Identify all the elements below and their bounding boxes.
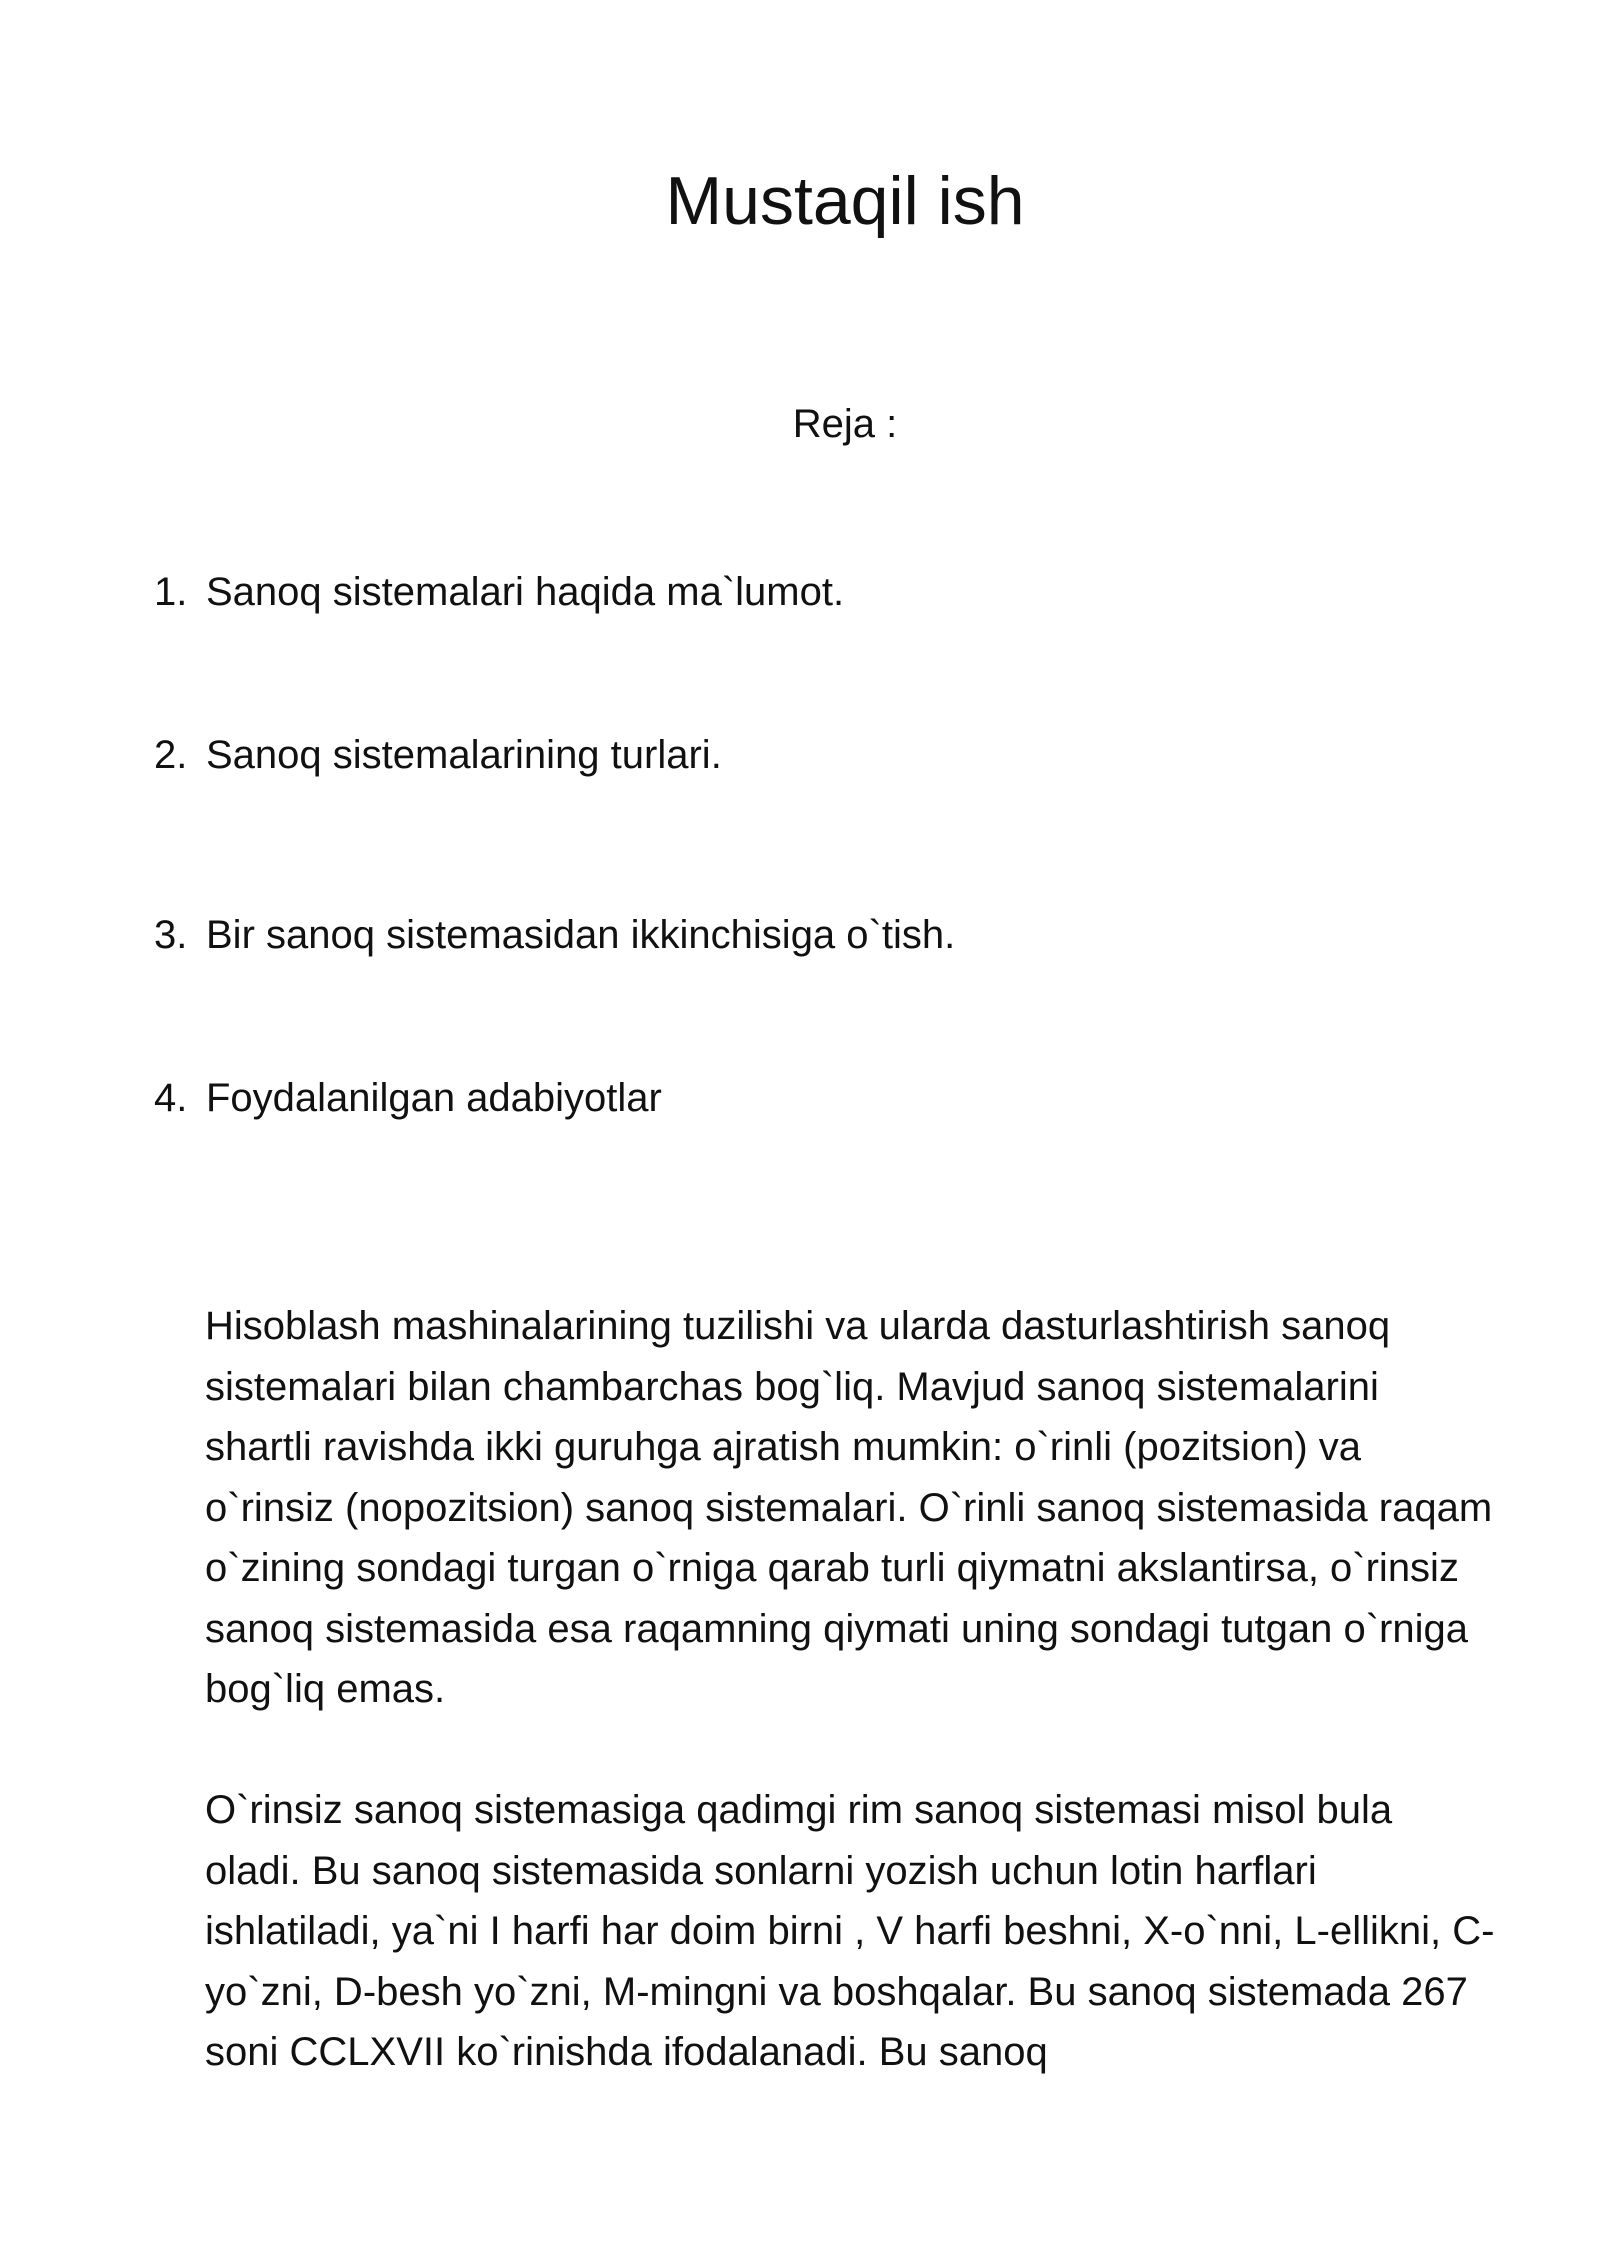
plan-item-text: Foydalanilgan adabiyotlar <box>206 1076 662 1120</box>
plan-item <box>154 729 722 781</box>
plan-item-text: Sanoq sistemalarining turlari. <box>206 733 722 777</box>
plan-item <box>154 566 844 618</box>
plan-item-text: Sanoq sistemalari haqida ma`lumot. <box>206 570 845 614</box>
plan-item-number: 2. <box>154 733 188 777</box>
page-title: Mustaqil ish <box>665 163 1025 239</box>
plan-item-number: 4. <box>154 1076 188 1120</box>
plan-item <box>154 1072 662 1124</box>
plan-item <box>154 909 955 961</box>
plan-item-text: Bir sanoq sistemasidan ikkinchisiga o`tish. <box>206 913 956 957</box>
plan-heading: Reja : <box>792 402 898 446</box>
plan-item-number: 3. <box>154 913 188 957</box>
plan-item-number: 1. <box>154 570 188 614</box>
body-paragraph: O`rinsiz sanoq sistemasiga qadimgi rim sanoq sistemasi misol bula oladi. Bu sanoq sistemasida sonlarni yozish uchun lotin harflari ishlatiladi, ya`ni I harfi har doim birni , V harfi beshni, X-o`nni, L-ellikni, C-yo`zni, D-besh yo`zni, M-mingni va boshqalar. Bu sanoq sistemada 267 soni CCLXVII ko`rinishda ifodalanadi. Bu sanoq <box>205 1788 1495 2074</box>
body-paragraph: Hisoblash mashinalarining tuzilishi va ularda dasturlashtirish sanoq sistemalari bilan chambarchas bog`liq. Mavjud sanoq sistemalarini shartli ravishda ikki guruhga ajratish mumkin: o`rinli (pozitsion) va o`rinsiz (nopozitsion) sanoq sistemalari. O`rinli sanoq sistemasida raqam o`zining sondagi turgan o`rniga qarab turli qiymatni akslantirsa, o`rinsiz sanoq sistemasida esa raqamning qiymati uning sondagi tutgan o`rniga bog`liq emas. <box>205 1304 1493 1711</box>
